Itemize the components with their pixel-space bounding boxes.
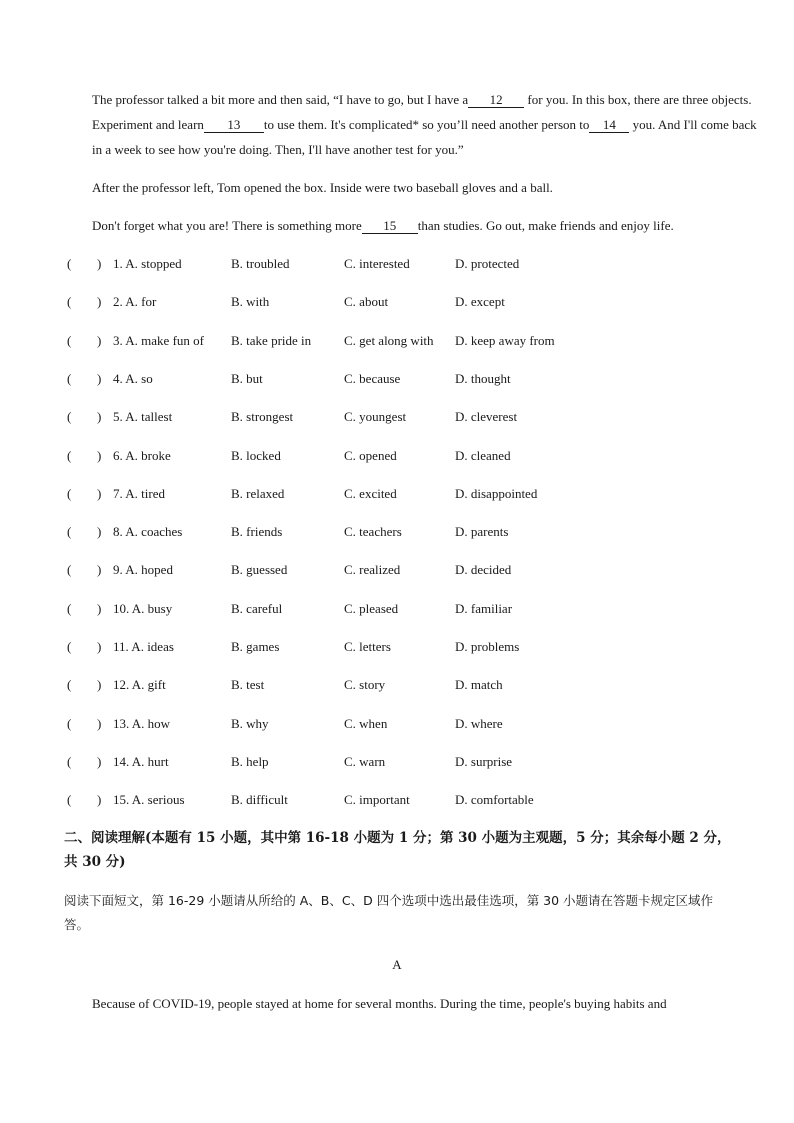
option-row: [64, 716, 734, 736]
option-c: C. story: [344, 677, 386, 693]
option-a: 14. A. hurt: [113, 753, 169, 769]
passage-text: The professor talked a bit more and then said, “I have to go, but I have a: [92, 92, 469, 107]
option-b: B. games: [231, 639, 280, 654]
answer-paren-close: ): [97, 447, 102, 463]
option-d: D. thought: [455, 370, 511, 386]
blank-14: 14: [589, 118, 629, 133]
option-a: 2. A. for: [113, 294, 157, 310]
answer-paren-open: (: [67, 447, 72, 463]
option-a: 7. A. tired: [113, 485, 165, 501]
option-row: [64, 333, 734, 353]
answer-paren-close: ): [97, 294, 102, 310]
option-d: D. except: [455, 294, 505, 310]
option-b: B. with: [231, 294, 270, 310]
passage-paragraph-1: [64, 87, 758, 162]
section-instruction: 阅读下面短文，第 16-29 小题请从所给的 A、B、C、D 四个选项中选出最佳选项，第 30 小题请在答题卡规定区域作答。: [64, 893, 714, 932]
option-c: C. teachers: [344, 524, 402, 540]
option-row: [64, 294, 734, 314]
option-a: 9. A. hoped: [113, 562, 173, 578]
answer-paren-close: ): [97, 332, 102, 348]
option-d: D. keep away from: [455, 332, 555, 348]
blank-12: 12: [468, 93, 524, 108]
answer-paren-open: (: [67, 677, 72, 693]
option-b: B. guessed: [231, 562, 288, 578]
answer-paren-close: ): [97, 715, 102, 731]
option-c: C. interested: [344, 256, 410, 271]
blank-15: 15: [362, 219, 418, 234]
option-a: 3. A. make fun of: [113, 332, 204, 348]
passage-paragraph-3: [64, 218, 758, 234]
answer-paren-close: ): [97, 409, 102, 425]
section-heading: 二、阅读理解(本题有 15 小题，其中第 16-18 小题为 1 分；第 30 小题为主观题，5 分；其余每小题 2 分，共 30 分): [64, 830, 731, 870]
passage-letter: A: [392, 957, 402, 972]
option-d: D. disappointed: [455, 485, 538, 501]
option-b: B. relaxed: [231, 485, 285, 501]
answer-paren-open: (: [67, 332, 72, 348]
option-c: C. letters: [344, 639, 391, 654]
option-b: B. difficult: [231, 792, 288, 808]
option-c: C. warn: [344, 753, 386, 769]
option-a: 10. A. busy: [113, 600, 173, 616]
option-a: 5. A. tallest: [113, 409, 173, 425]
option-b: B. friends: [231, 524, 283, 540]
option-b: B. but: [231, 370, 263, 386]
passage-text: than studies. Go out, make friends and enjoy life.: [417, 218, 674, 233]
option-row: [64, 409, 734, 429]
answer-paren-open: (: [67, 715, 72, 731]
answer-paren-close: ): [97, 792, 102, 808]
answer-paren-open: (: [67, 409, 72, 425]
option-row: [64, 562, 734, 582]
answer-paren-open: (: [67, 294, 72, 310]
answer-paren-close: ): [97, 562, 102, 578]
option-d: D. parents: [455, 524, 509, 540]
option-c: C. about: [344, 294, 389, 310]
option-b: B. careful: [231, 600, 283, 616]
option-b: B. test: [231, 677, 265, 693]
answer-paren-open: (: [67, 600, 72, 616]
option-c: C. when: [344, 715, 388, 731]
option-row: [64, 601, 734, 621]
option-d: D. protected: [455, 256, 520, 271]
option-d: D. decided: [455, 562, 512, 578]
answer-paren-open: (: [67, 256, 72, 271]
passage-text: for you. In this box, there are three objects. Experiment and learn: [92, 92, 752, 132]
answer-paren-close: ): [97, 753, 102, 769]
option-d: D. surprise: [455, 753, 513, 769]
answer-paren-close: ): [97, 600, 102, 616]
answer-paren-open: (: [67, 753, 72, 769]
answer-paren-close: ): [97, 370, 102, 386]
option-d: D. cleaned: [455, 447, 511, 463]
option-b: B. help: [231, 753, 269, 769]
option-a: 4. A. so: [113, 370, 153, 386]
passage-a-start: Because of COVID-19, people stayed at home for several months. During the time, people's buying habits and: [92, 996, 667, 1011]
option-c: C. pleased: [344, 600, 399, 616]
option-b: B. troubled: [231, 256, 290, 271]
option-d: D. comfortable: [455, 792, 534, 808]
passage-text: Don't forget what you are! There is something more: [92, 218, 362, 233]
option-row: [64, 677, 734, 697]
option-row: [64, 371, 734, 391]
option-c: C. opened: [344, 447, 397, 463]
option-row: [64, 524, 734, 544]
option-a: 15. A. serious: [113, 792, 185, 808]
option-row: [64, 486, 734, 506]
passage-paragraph-2: After the professor left, Tom opened the box. Inside were two baseball gloves and a ball.: [92, 180, 553, 195]
answer-paren-open: (: [67, 562, 72, 578]
option-row: [64, 639, 734, 659]
option-b: B. why: [231, 715, 269, 731]
option-b: B. take pride in: [231, 332, 312, 348]
option-row: [64, 792, 734, 812]
option-d: D. match: [455, 677, 503, 693]
answer-paren-open: (: [67, 639, 72, 654]
option-row: [64, 448, 734, 468]
option-c: C. youngest: [344, 409, 407, 425]
answer-paren-close: ): [97, 639, 102, 654]
answer-paren-close: ): [97, 485, 102, 501]
option-a: 1. A. stopped: [113, 256, 182, 271]
answer-paren-open: (: [67, 524, 72, 540]
option-a: 13. A. how: [113, 715, 171, 731]
answer-paren-close: ): [97, 677, 102, 693]
answer-paren-close: ): [97, 256, 102, 271]
option-c: C. excited: [344, 485, 397, 501]
option-d: D. problems: [455, 639, 520, 654]
option-row: [64, 256, 734, 276]
passage-text: you. And I'll come back in a week to see how you're doing. Then, I'll have another test for you.”: [92, 117, 757, 157]
answer-paren-close: ): [97, 524, 102, 540]
option-c: C. important: [344, 792, 410, 808]
option-d: D. familiar: [455, 600, 513, 616]
option-b: B. strongest: [231, 409, 294, 425]
option-d: D. where: [455, 715, 503, 731]
option-c: C. realized: [344, 562, 401, 578]
answer-paren-open: (: [67, 485, 72, 501]
option-c: C. because: [344, 370, 401, 386]
option-d: D. cleverest: [455, 409, 518, 425]
passage-text: to use them. It's complicated* so you’ll need another person to: [263, 117, 590, 132]
answer-paren-open: (: [67, 792, 72, 808]
option-a: 6. A. broke: [113, 447, 171, 463]
option-a: 12. A. gift: [113, 677, 166, 693]
option-a: 8. A. coaches: [113, 524, 183, 540]
option-a: 11. A. ideas: [113, 639, 174, 654]
option-c: C. get along with: [344, 332, 434, 348]
blank-13: 13: [204, 118, 264, 133]
option-b: B. locked: [231, 447, 281, 463]
answer-paren-open: (: [67, 370, 72, 386]
option-row: [64, 754, 734, 774]
